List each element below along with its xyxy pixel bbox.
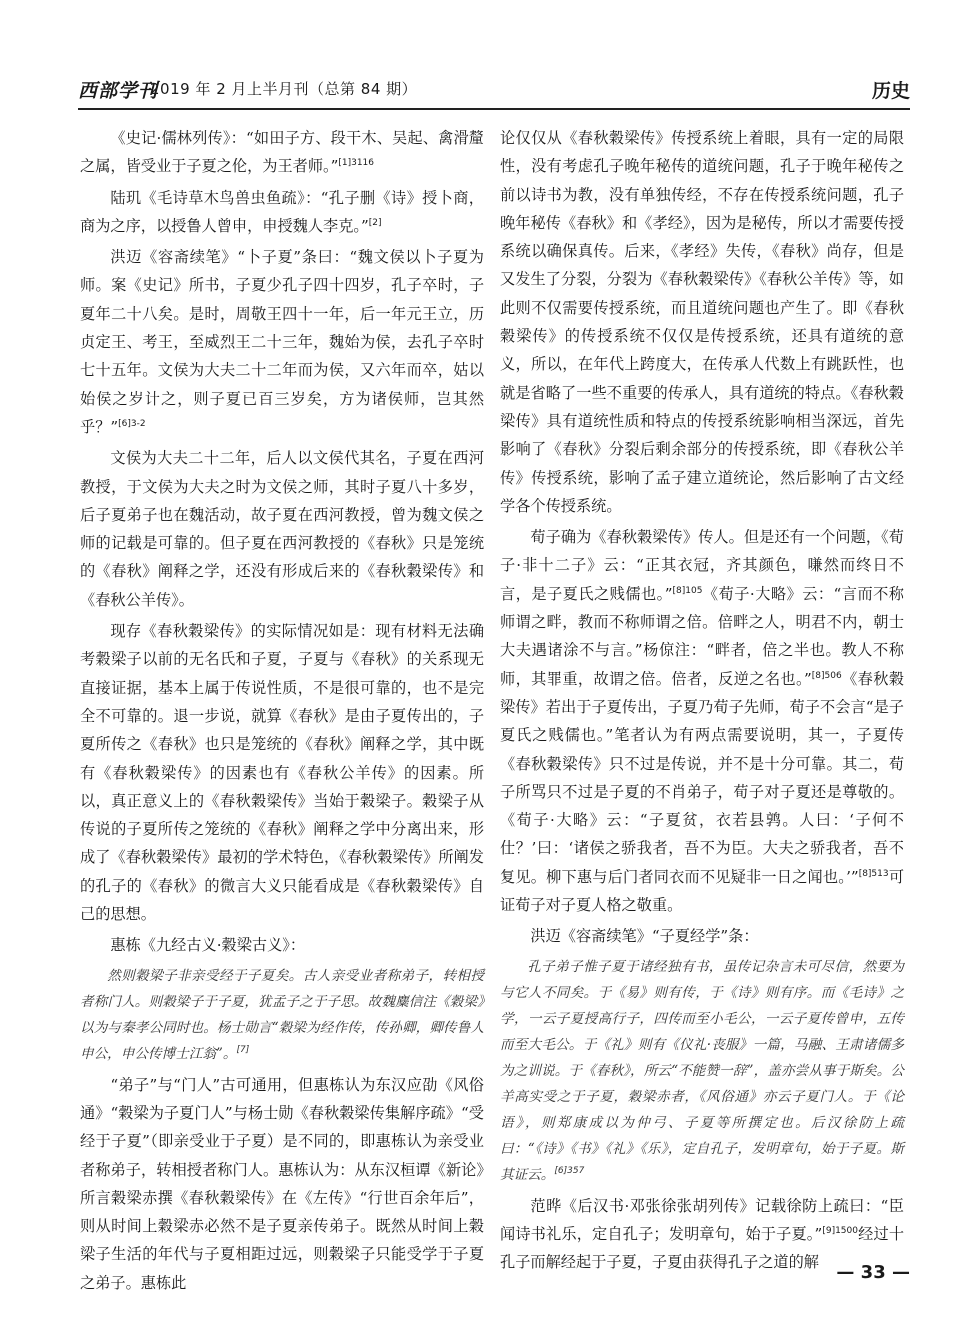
left-column [80,124,484,1300]
paragraph: 洪迈《容斋续笔》“子夏经学”条： [530,927,759,946]
running-header [78,74,910,108]
section-label: 历史 [871,80,910,102]
paragraph: 现存《春秋穀梁传》的实际情况如是：现有材料无法确考穀梁子以前的无名氏和子夏，子夏与《春秋》的关系现无直接证据，基本上属于传说性质，不是很可靠的，也不是完全不可靠的。退一步说，就算《春秋》是由子夏传出的，子夏所传之《春秋》也只是笼统的《春秋》阐释之学，其中既有《春秋穀梁传》的因素也有《春秋公羊传》的因素。所以，真正意义上的《春秋穀梁传》当始于穀梁子。穀梁子从传说的子夏所传之笼统的《春秋》阐释之学中分离出来，形成了《春秋穀梁传》最初的学术特色，《春秋穀梁传》所阐发的孔子的《春秋》的微言大义只能看成是《春秋穀梁传》自己的思想。 [80,622,484,924]
paragraph: 洪迈《容斋续笔》“卜子夏”条曰：“魏文侯以卜子夏为师。案《史记》所书，子夏少孔子四十四岁，孔子卒时，子夏年二十八矣。是时，周敬王四十一年，后一年元王立，历贞定王、考王，至威烈王二十三年，魏始为侯，去孔子卒时七十五年。文侯为大夫二十二年而为侯，又六年而卒，姑以始侯之岁计之，则子夏已百三岁矣，方为诸侯师，岂其然乎？”$^{[6]3-2}$ [80,248,484,436]
right-column [500,124,904,1280]
paragraph: 文侯为大夫二十二年，后人以文侯代其名，子夏在西河教授，于文侯为大夫之时为文侯之师，其时子夏八十多岁，后子夏弟子也在魏活动，故子夏在西河教授，曾为魏文侯之师的记载是可靠的。但子夏在西河教授的《春秋》只是笼统的《春秋》阐释之学，还没有形成后来的《春秋穀梁传》和《春秋公羊传》。 [80,449,484,609]
block-quote: 孔子弟子惟子夏于诸经独有书，虽传记杂言未可尽信，然要为与它人不同矣。于《易》则有传，于《诗》则有序。而《毛诗》之学，一云子夏授高行子，四传而至小毛公，一云子夏传曾申，五传而至大毛公。于《礼》则有《仪礼·丧服》一篇，马融、王肃诸儒多为之训说。于《春秋》，所云“不能赞一辞”，盖亦尝从事于斯矣。公羊高实受之于子夏，穀梁赤者，《风俗通》亦云子夏门人。于《论语》，则郑康成以为仲弓、子夏等所撰定也。后汉徐防上疏曰：“《诗》《书》《礼》《乐》，定自孔子，发明章句，始于子夏。斯其证云。$^{[6]357}$ [500,958,904,1183]
paragraph: 范晔《后汉书·邓张徐张胡列传》记载徐防上疏曰：“臣闻诗书礼乐，定自孔子；发明章句，始于子夏。”$^{[9]1500}$经过十孔子而解经起于子夏，子夏由获得孔子之道的解 [500,1196,905,1272]
paragraph: 惠栋《九经古义·穀梁古义》： [110,936,306,955]
paragraph: 陆玑《毛诗草木鸟兽虫鱼疏》：“孔子删《诗》授卜商，商为之序，以授鲁人曾申，申授魏人李克。”[2] [80,188,484,235]
issue-info: 2019 年 2 月上半月刊（总第 84 期） [150,80,418,98]
paragraph: 《史记·儒林列传》：“如田子方、段干木、吴起、禽滑釐之属，皆受业于子夏之伦，为王者师。”$^{[1]3116}$ [80,129,484,176]
paragraph: 论仅仅从《春秋穀梁传》传授系统上着眼，具有一定的局限性，没有考虑孔子晚年秘传的道统问题，孔子于晚年秘传之前以诗书为教，没有单独传经，不存在传授系统问题，孔子晚年秘传《春秋》和《孝经》，因为是秘传，所以才需要传授系统以确保真传。后来，《孝经》失传，《春秋》尚存，但是又发生了分裂，分裂为《春秋穀梁传》《春秋公羊传》等，如此则不仅需要传授系统，而且道统问题也产生了。即《春秋穀梁传》的传授系统不仅仅是传授系统，还具有道统的意义，所以，在年代上跨度大，在传承人代数上有跳跃性，也就是省略了一些不重要的传承人，具有道统的特点。《春秋穀梁传》具有道统性质和特点的传授系统影响相当深远，首先影响了《春秋》分裂后剩余部分的传授系统，即《春秋公羊传》传授系统，影响了孟子建立道统论，然后影响了古文经学各个传授系统。 [500,129,904,515]
page-number: — 33 — [836,1262,910,1283]
journal-logo: 西部学刊 [78,80,159,102]
block-quote: 然则穀梁子非亲受经于子夏矣。古人亲受业者称弟子，转相授者称门人。则穀梁子于子夏，犹孟子之于子思。故魏麋信注《穀梁》以为与秦孝公同时也。杨士勋言“穀梁为经作传，传孙卿，卿传鲁人申公，申公传博士江翁”。[7] [80,967,484,1062]
paragraph: “弟子”与“门人”古可通用，但惠栋认为东汉应劭《风俗通》“穀梁为子夏门人”与杨士勋《春秋穀梁传集解序疏》“受经于子夏”（即亲受业于子夏）是不同的，即惠栋认为亲受业者称弟子，转相授者称门人。惠栋认为：从东汉桓谭《新论》所言穀梁赤撰《春秋穀梁传》在《左传》“行世百余年后”，则从时间上穀梁赤必然不是子夏亲传弟子。既然从时间上穀梁子生活的年代与子夏相距过远，则穀梁子只能受学于子夏之弟子。惠栋此 [80,1075,484,1292]
paragraph: 荀子确为《春秋穀梁传》传人。但是还有一个问题，《荀子·非十二子》云：“正其衣冠，齐其颜色，嗛然而终日不言，是子夏氏之贱儒也。”$^{[8]105}$《荀子·大略》云：“言而不称师谓之畔，教而不称师谓之倍。倍畔之人，明君不内，朝士大夫遇诸涂不与言。”杨倞注：“畔者，倍之半也。教人不称师，其罪重，故谓之倍。倍者，反逆之名也。”$^{[8]506}$《春秋穀梁传》若出于子夏传出，子夏乃荀子先师，荀子不会言“是子夏氏之贱儒也。”笔者认为有两点需要说明，其一，子夏传《春秋穀梁传》只不过是传说，并不是十分可靠。其二，荀子所骂只不过是子夏的不肖弟子，荀子对子夏还是尊敬的。《荀子·大略》云：“子夏贫，衣若县鹑。人曰：‘子何不仕？’曰：‘诸侯之骄我者，吾不为臣。大夫之骄我者，吾不复见。柳下惠与后门者同衣而不见疑非一日之闻也。’”$^{[8]513}$可证荀子对子夏人格之敬重。 [500,528,905,915]
header-rule [78,108,910,110]
